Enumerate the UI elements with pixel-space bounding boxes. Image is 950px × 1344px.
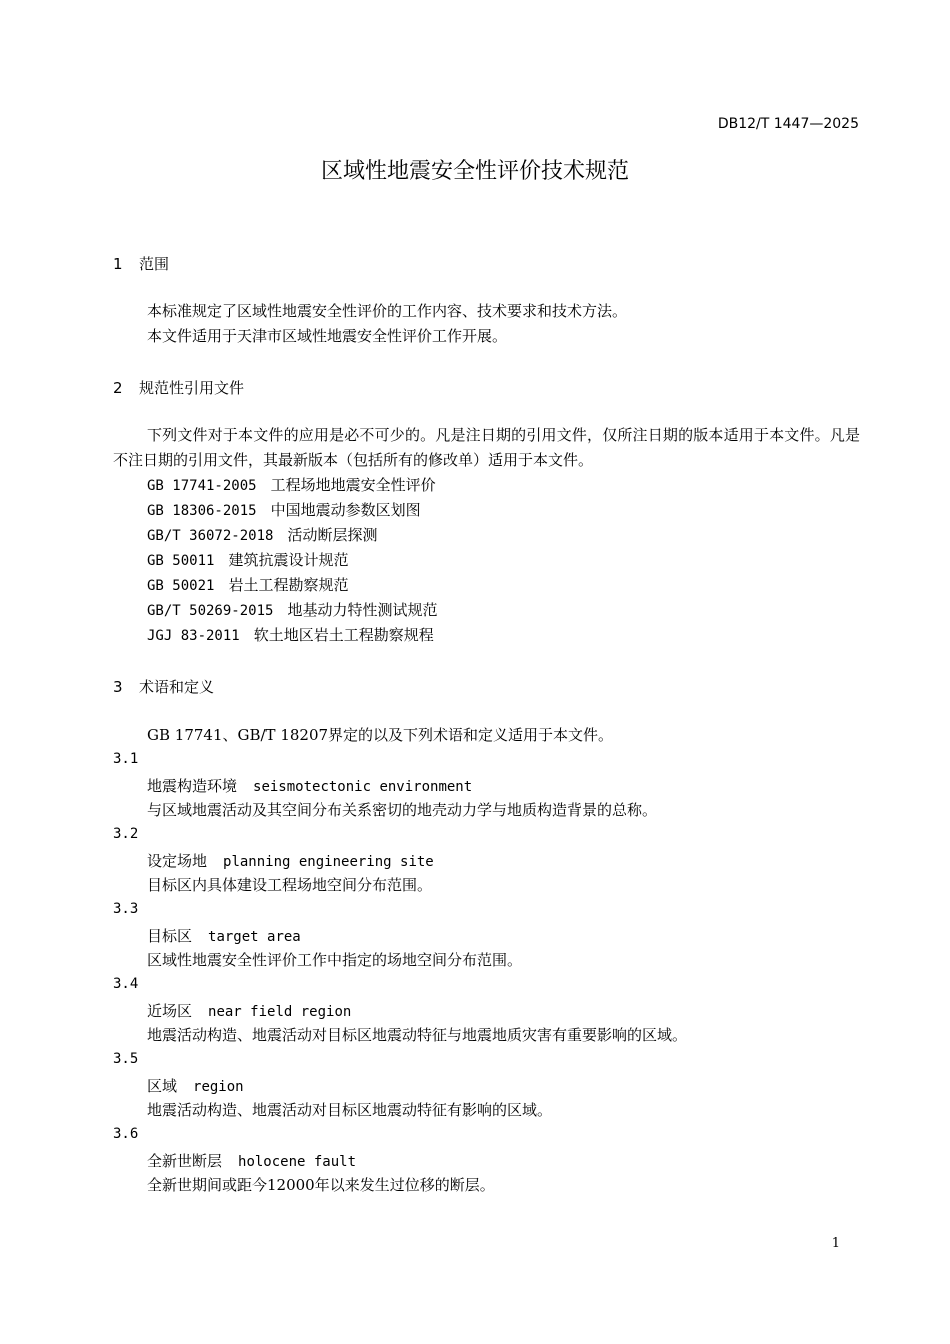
paragraph: 下列文件对于本文件的应用是必不可少的。凡是注日期的引用文件，仅所注日期的版本适用于本文件。凡是不注日期的引用文件，其最新版本（包括所有的修改单）适用于本文件。 — [113, 426, 860, 469]
paragraph: GB 17741、GB/T 18207界定的以及下列术语和定义适用于本文件。 — [147, 726, 614, 744]
term-zh: 近场区 — [147, 1002, 193, 1020]
reference-item — [147, 574, 348, 595]
document-code: DB12/T 1447—2025 — [717, 116, 859, 132]
term-heading — [147, 850, 434, 871]
term-heading — [147, 1150, 356, 1171]
section-heading-normative-references — [113, 377, 244, 398]
reference-code: GB/T 50269-2015 — [147, 603, 274, 619]
term-definition: 区域性地震安全性评价工作中指定的场地空间分布范围。 — [147, 951, 523, 969]
reference-title: 工程场地地震安全性评价 — [270, 476, 436, 494]
term-definition: 地震活动构造、地震活动对目标区地震动特征有影响的区域。 — [147, 1101, 553, 1119]
paragraph: 本标准规定了区域性地震安全性评价的工作内容、技术要求和技术方法。 — [147, 302, 628, 320]
reference-title: 中国地震动参数区划图 — [270, 501, 421, 519]
section-number: 1 — [113, 255, 123, 273]
paragraph: 本文件适用于天津市区域性地震安全性评价工作开展。 — [147, 327, 508, 345]
reference-code: JGJ 83-2011 — [147, 628, 240, 644]
reference-code: GB 50011 — [147, 553, 215, 569]
reference-code: GB 17741-2005 — [147, 478, 257, 494]
reference-item — [147, 599, 437, 620]
term-heading — [147, 775, 472, 796]
section-number: 3 — [113, 678, 123, 696]
reference-item — [147, 474, 436, 495]
term-heading — [147, 1075, 244, 1096]
reference-title: 地基动力特性测试规范 — [287, 601, 438, 619]
term-zh: 目标区 — [147, 927, 193, 945]
term-number: 3.3 — [113, 901, 139, 917]
term-definition: 与区域地震活动及其空间分布关系密切的地壳动力学与地质构造背景的总称。 — [147, 801, 658, 819]
term-zh: 设定场地 — [147, 852, 208, 870]
term-en: target area — [208, 929, 301, 945]
section-title: 范围 — [139, 255, 170, 273]
term-en: holocene fault — [238, 1154, 357, 1170]
term-number: 3.4 — [113, 976, 139, 992]
reference-code: GB/T 36072-2018 — [147, 528, 274, 544]
term-zh: 区域 — [147, 1077, 178, 1095]
reference-item — [147, 624, 434, 645]
section-heading-scope — [113, 253, 169, 274]
section-title: 术语和定义 — [139, 678, 215, 696]
term-zh: 全新世断层 — [147, 1152, 223, 1170]
term-number: 3.1 — [113, 751, 139, 767]
section-heading-terms-definitions — [113, 676, 214, 697]
term-en: seismotectonic environment — [253, 779, 473, 795]
term-definition: 全新世期间或距今12000年以来发生过位移的断层。 — [147, 1176, 495, 1194]
term-number: 3.6 — [113, 1126, 139, 1142]
term-number: 3.2 — [113, 826, 139, 842]
reference-title: 建筑抗震设计规范 — [228, 551, 349, 569]
term-definition: 目标区内具体建设工程场地空间分布范围。 — [147, 876, 433, 894]
reference-title: 软土地区岩土工程勘察规程 — [253, 626, 434, 644]
page-title: 区域性地震安全性评价技术规范 — [320, 159, 629, 184]
reference-item — [147, 499, 421, 520]
term-heading — [147, 925, 301, 946]
page-number: 1 — [831, 1236, 840, 1251]
section-number: 2 — [113, 379, 123, 397]
term-heading — [147, 1000, 351, 1021]
reference-item — [147, 524, 377, 545]
reference-title: 活动断层探测 — [287, 526, 378, 544]
term-en: region — [193, 1079, 244, 1095]
reference-title: 岩土工程勘察规范 — [228, 576, 349, 594]
reference-item — [147, 549, 348, 570]
term-en: planning engineering site — [223, 854, 434, 870]
reference-code: GB 50021 — [147, 578, 215, 594]
term-number: 3.5 — [113, 1051, 139, 1067]
reference-code: GB 18306-2015 — [147, 503, 257, 519]
section-title: 规范性引用文件 — [139, 379, 245, 397]
term-definition: 地震活动构造、地震活动对目标区地震动特征与地震地质灾害有重要影响的区域。 — [147, 1026, 688, 1044]
term-en: near field region — [208, 1004, 352, 1020]
term-zh: 地震构造环境 — [147, 777, 238, 795]
